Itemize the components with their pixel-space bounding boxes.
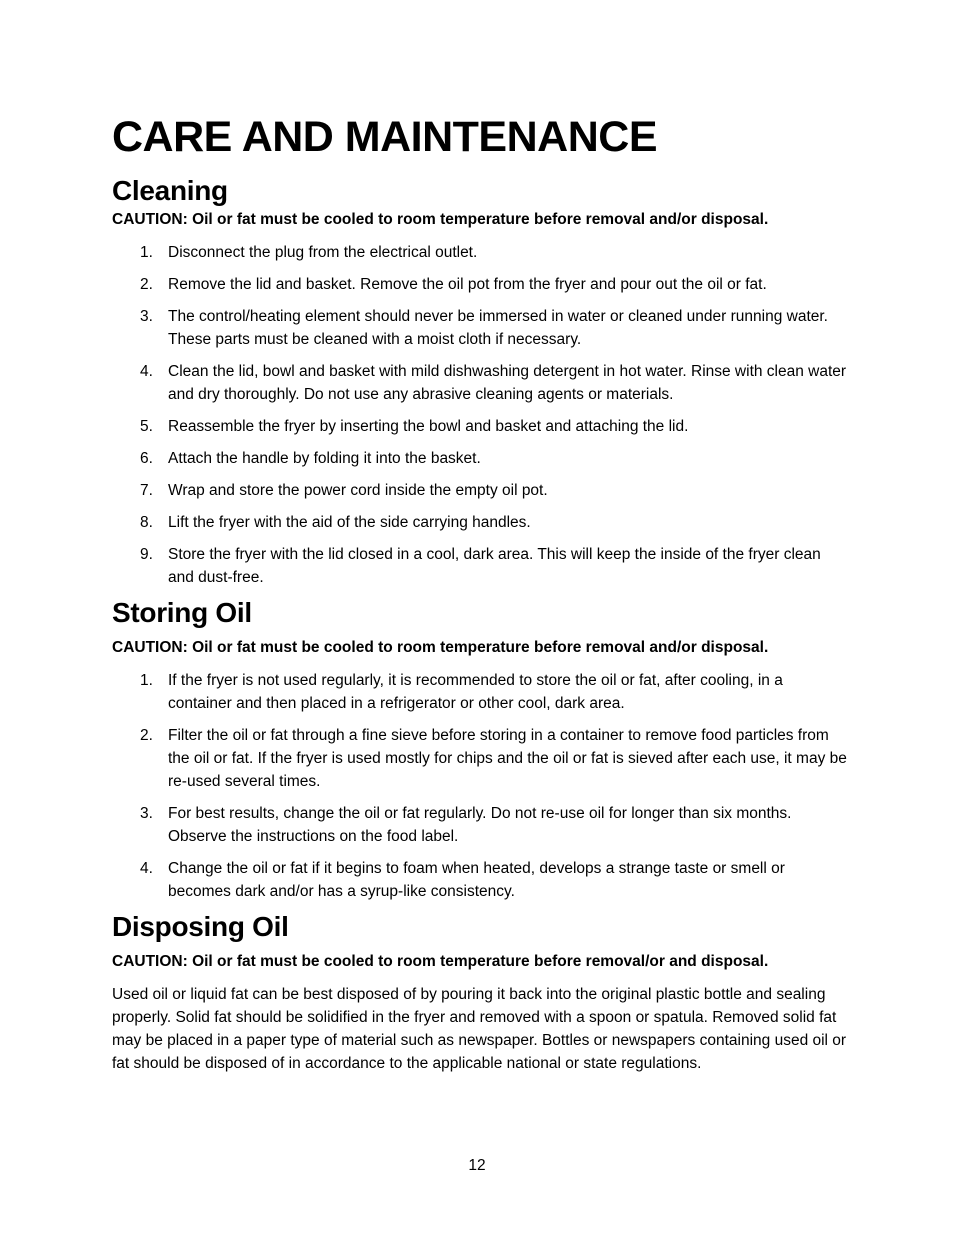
section-heading-disposing-oil: Disposing Oil — [112, 911, 289, 942]
caution-note: CAUTION: Oil or fat must be cooled to room temperature before removal/or and disposal. — [112, 953, 769, 970]
list-number: 5. — [140, 418, 153, 435]
caution-note: CAUTION: Oil or fat must be cooled to room temperature before removal and/or disposal. — [112, 211, 769, 228]
list-text: The control/heating element should never be immersed in water or cleaned under running water. These parts must be cleaned with a moist cloth if necessary. — [168, 308, 828, 348]
list-number: 3. — [140, 308, 153, 325]
list-number: 3. — [140, 805, 153, 822]
list-text: If the fryer is not used regularly, it is recommended to store the oil or fat, after cooling, in a container and then placed in a refrigerator or other cool, dark area. — [168, 672, 783, 712]
list-item — [112, 360, 847, 406]
list-item — [112, 511, 847, 534]
list-number: 4. — [140, 860, 153, 877]
list-item — [112, 543, 847, 589]
list-number: 1. — [140, 244, 153, 261]
list-number: 1. — [140, 672, 153, 689]
section-heading-storing-oil: Storing Oil — [112, 597, 252, 628]
list-item — [112, 724, 847, 793]
list-item — [112, 479, 847, 502]
list-text: For best results, change the oil or fat regularly. Do not re-use oil for longer than six months. Observe the instructions on the food label. — [168, 805, 792, 845]
list-text: Reassemble the fryer by inserting the bowl and basket and attaching the lid. — [168, 418, 689, 435]
list-text: Remove the lid and basket. Remove the oil pot from the fryer and pour out the oil or fat. — [168, 276, 767, 293]
section-cleaning — [112, 174, 847, 589]
list-item — [112, 241, 847, 264]
storing-oil-steps-list — [112, 669, 847, 903]
list-number: 8. — [140, 514, 153, 531]
list-item — [112, 447, 847, 470]
list-text: Store the fryer with the lid closed in a cool, dark area. This will keep the inside of the fryer clean and dust-free. — [168, 546, 821, 586]
section-heading-cleaning: Cleaning — [112, 175, 228, 206]
list-number: 2. — [140, 727, 153, 744]
list-text: Attach the handle by folding it into the basket. — [168, 450, 481, 467]
list-item — [112, 273, 847, 296]
caution-note: CAUTION: Oil or fat must be cooled to room temperature before removal and/or disposal. — [112, 639, 769, 656]
page-title: CARE AND MAINTENANCE — [112, 113, 658, 161]
list-text: Disconnect the plug from the electrical outlet. — [168, 244, 478, 261]
disposal-paragraph: Used oil or liquid fat can be best disposed of by pouring it back into the original plastic bottle and sealing properly. Solid fat should be solidified in the fryer and removed with a spoon or spatula. Removed solid fat may be placed in a paper type of material such as newspaper. Bottles or newspapers containing used oil or fat should be disposed of in accordance to the applicable national or state regulations. — [112, 986, 847, 1072]
list-text: Wrap and store the power cord inside the empty oil pot. — [168, 482, 548, 499]
list-text: Filter the oil or fat through a fine sieve before storing in a container to remove food particles from the oil or fat. If the fryer is used mostly for chips and the oil or fat is sieved after each use, it may be re-used several times. — [168, 727, 847, 790]
list-text: Change the oil or fat if it begins to foam when heated, develops a strange taste or smell or becomes dark and/or has a syrup-like consistency. — [168, 860, 785, 900]
list-number: 6. — [140, 450, 153, 467]
cleaning-steps-list — [112, 241, 847, 589]
list-item — [112, 669, 847, 715]
list-number: 7. — [140, 482, 153, 499]
list-number: 4. — [140, 363, 153, 380]
list-item — [112, 415, 847, 438]
list-item — [112, 802, 847, 848]
document-page — [112, 112, 847, 1075]
page-number: 12 — [468, 1157, 486, 1174]
list-text: Clean the lid, bowl and basket with mild dishwashing detergent in hot water. Rinse with clean water and dry thoroughly. Do not use any abrasive cleaning agents or materials. — [168, 363, 847, 403]
list-number: 2. — [140, 276, 153, 293]
list-item — [112, 857, 847, 903]
list-number: 9. — [140, 546, 153, 563]
list-item — [112, 305, 847, 351]
list-text: Lift the fryer with the aid of the side carrying handles. — [168, 514, 531, 531]
section-storing-oil — [112, 596, 847, 903]
section-disposing-oil — [112, 910, 847, 1075]
